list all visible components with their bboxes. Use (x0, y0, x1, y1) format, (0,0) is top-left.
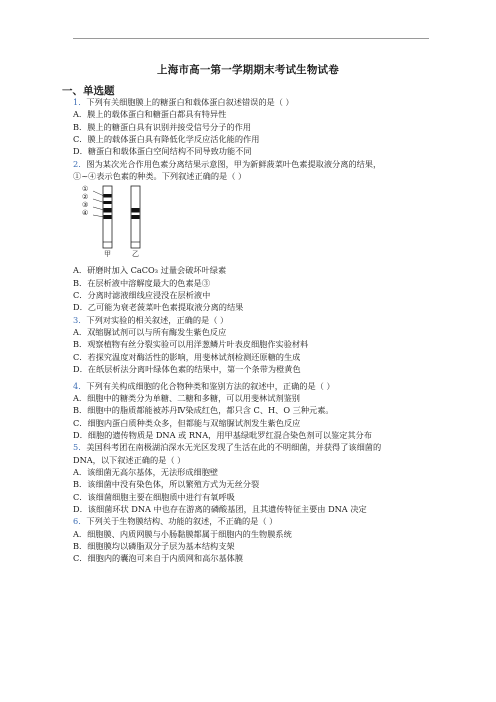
strip-label-jia: 甲 (104, 250, 111, 259)
option-d: D．细胞的遗传物质是 DNA 或 RNA，用甲基绿吡罗红混合染色剂可以鉴定其分布 (73, 429, 372, 440)
question-text: 下列有关构成细胞的化合物种类和鉴别方法的叙述中，正确的是（ ） (86, 380, 335, 391)
band-2 (104, 201, 112, 204)
marker-1: ① (82, 185, 89, 194)
band-1 (104, 194, 112, 198)
band-3 (104, 208, 112, 213)
option-d: D．糖蛋白和载体蛋白空间结构不同导致功能不同 (73, 146, 252, 157)
marker-4: ④ (82, 209, 89, 218)
question-4-stem (73, 380, 439, 392)
option-a: A．细胞膜、内质网膜与小肠黏膜都属于细胞内的生物膜系统 (73, 528, 292, 539)
question-text: 美国科考团在南极湖泊深水无光区发现了生活在此的不明细菌，并获得了该细菌的 (86, 442, 382, 453)
option-b: B．观察植物有丝分裂实验可以用洋葱鳞片叶表皮细胞作实验材料 (73, 339, 309, 350)
question-3-stem (73, 314, 439, 326)
band-4 (104, 215, 112, 219)
question-text: 下列对实验的相关叙述，正确的是（ ） (86, 314, 229, 325)
option-c: C．分离时滤液细线应浸没在层析液中 (73, 290, 211, 301)
option-b: B．该细菌中没有染色体，所以繁殖方式为无丝分裂 (73, 479, 260, 490)
option-d: D．该细菌环状 DNA 中也存在游离的磷酸基团，且其遗传特征主要由 DNA 决定 (73, 503, 367, 514)
option-a: A．该细菌无高尔基体，无法形成细胞壁 (73, 466, 219, 477)
question-number: 1． (73, 97, 87, 107)
option-a: A．研磨时加入 CaCO₃ 过量会破坏叶绿素 (73, 265, 227, 276)
leader-line-2 (93, 199, 104, 203)
leader-line-3 (93, 207, 104, 210)
option-b: B．在层析液中溶解度最大的色素是③ (73, 277, 211, 288)
question-5-stem (73, 441, 439, 453)
question-number: 4． (73, 380, 87, 391)
option-c: C．细胞内蛋白质种类众多，但都能与双缩脲试剂发生紫色反应 (73, 417, 301, 428)
question-2-stem (73, 158, 439, 170)
option-a: A．膜上的载体蛋白和糖蛋白都具有特异性 (73, 109, 227, 120)
question-6-stem (73, 515, 439, 527)
question-1-stem (73, 96, 439, 108)
chromatography-strips (81, 184, 201, 264)
question-number: 2． (73, 158, 87, 169)
marker-2: ② (82, 193, 89, 202)
leader-line-4 (93, 215, 104, 217)
strip-label-yi: 乙 (132, 250, 139, 259)
marker-3: ③ (82, 201, 89, 210)
question-5-stem-cont: DNA，以下叙述正确的是（ ） (73, 454, 186, 465)
option-a: A．细胞中的糖类分为单糖、二糖和多糖，可以用斐林试剂鉴别 (73, 392, 300, 403)
header-rule (73, 38, 429, 39)
option-c: C．若探究温度对酶活性的影响，用斐林试剂检测还原糖的生成 (73, 351, 301, 362)
option-c: C．膜上的载体蛋白具有降低化学反应活化能的作用 (73, 134, 260, 145)
section-heading: 一、单选题 (62, 85, 115, 97)
question-2-stem-cont: ①~④表示色素的种类。下列叙述正确的是（ ） (73, 171, 247, 182)
question-number: 3． (73, 314, 87, 325)
option-d: D．在纸层析法分离叶绿体色素的结果中，第一个条带为橙黄色 (73, 364, 301, 375)
option-b: B．膜上的糖蛋白具有识别并接受信号分子的作用 (73, 121, 251, 132)
question-number: 6． (73, 516, 87, 527)
option-d: D．乙可能为衰老菠菜叶色素提取液分离的结果 (73, 302, 244, 313)
chromatography-figure (73, 182, 439, 264)
question-text: 下列关于生物膜结构、功能的叙述，不正确的是（ ） (86, 516, 278, 527)
band-yi-3 (132, 208, 140, 213)
option-a: A．双缩脲试剂可以与所有酶发生紫色反应 (73, 327, 227, 338)
question-text: 下列有关细胞膜上的糖蛋白和载体蛋白叙述错误的是（ ） (86, 97, 294, 107)
question-number: 5． (73, 442, 87, 453)
band-yi-4 (132, 215, 140, 219)
option-c: C．细胞内的囊泡可来自于内质网和高尔基体膜 (73, 553, 244, 564)
option-c: C．该细菌细胞主要在细胞质中进行有氧呼吸 (73, 491, 235, 502)
leader-line-1 (93, 191, 104, 196)
question-list (73, 96, 439, 565)
question-text: 图为某次光合作用色素分离结果示意图，甲为新鲜菠菜叶色素提取液分离的结果， (86, 158, 382, 169)
option-b: B．细胞膜均以磷脂双分子层为基本结构支架 (73, 540, 235, 551)
option-b: B．细胞中的脂质都能被苏丹Ⅳ染成红色，都只含 C、H、O 三种元素。 (73, 405, 334, 416)
page-title: 上海市高一第一学期期末考试生物试卷 (157, 64, 339, 76)
